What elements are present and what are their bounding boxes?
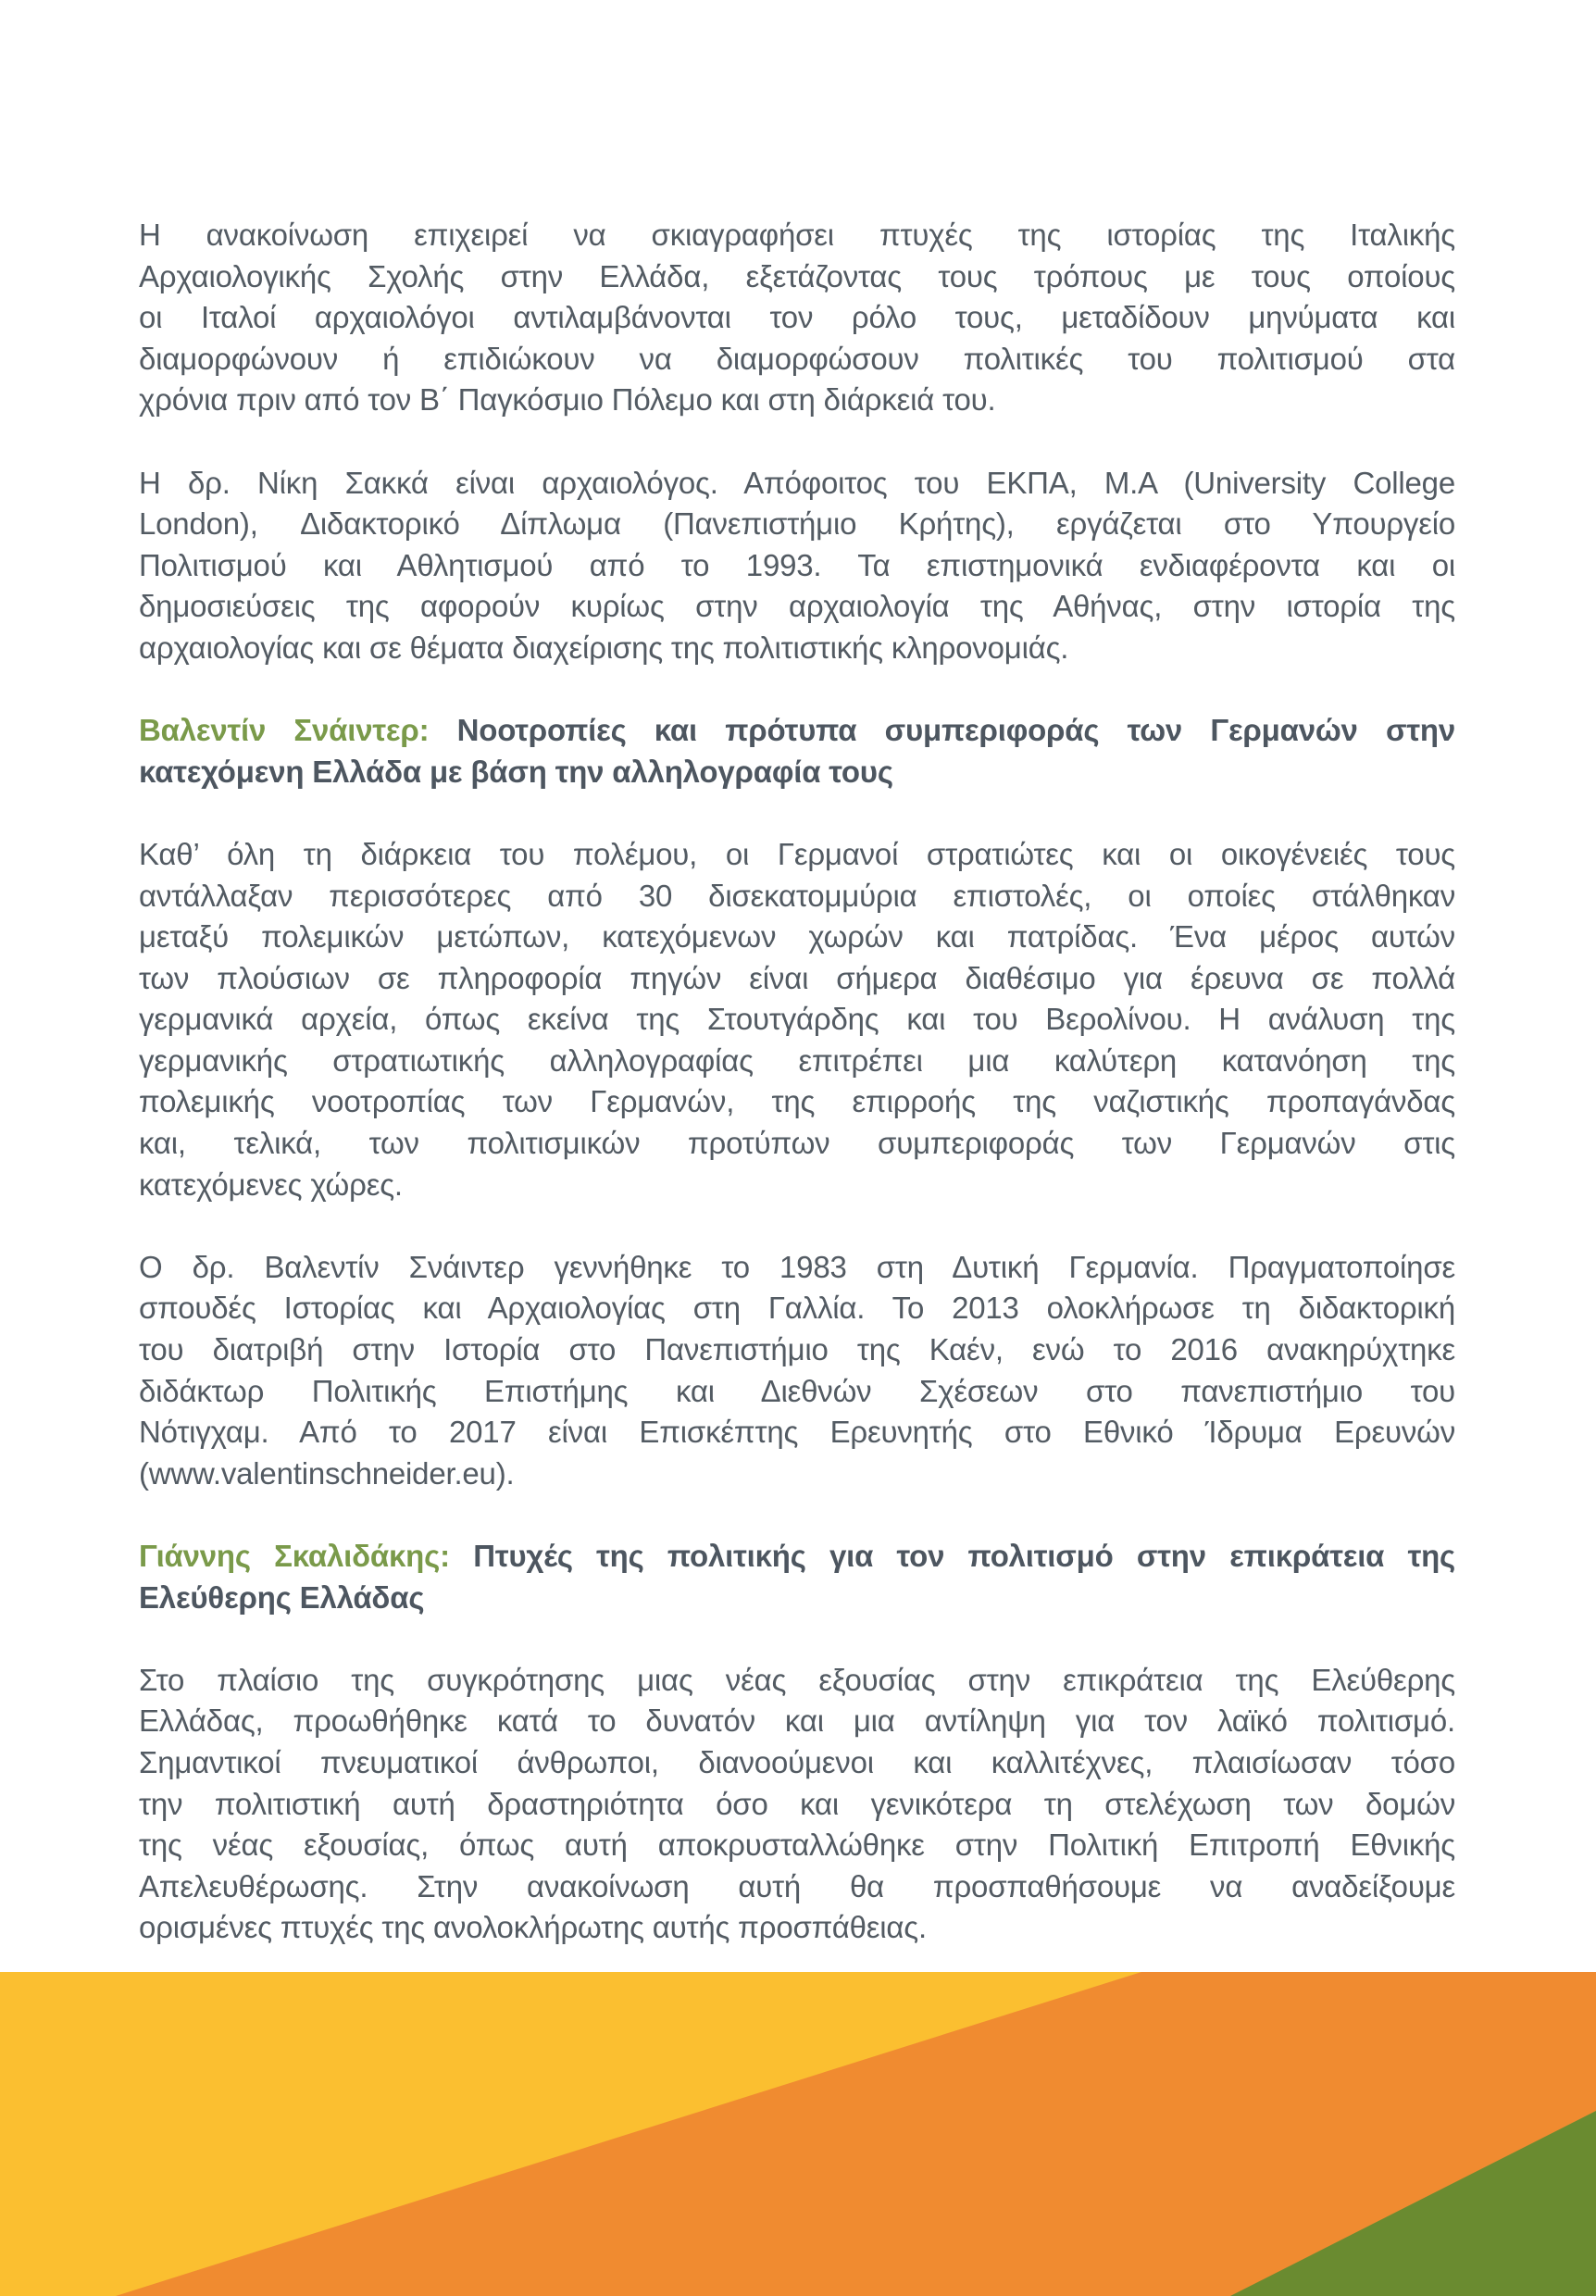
bio-paragraph-sakka <box>139 463 1455 669</box>
text-line: London), Διδακτορικό Δίπλωμα (Πανεπιστήμιο Κρήτης), εργάζεται στο Υπουργείο <box>139 506 1455 542</box>
text-line: την πολιτιστική αυτή δραστηριότητα όσο και γενικότερα τη στελέχωση των δομών <box>139 1786 1455 1821</box>
text-line: οι Ιταλοί αρχαιολόγοι αντιλαμβάνονται τον ρόλο τους, μεταδίδουν μηνύματα και <box>139 300 1455 335</box>
talk-heading-schneider <box>139 710 1455 792</box>
text-line: αρχαιολογίας και σε θέματα διαχείρισης της πολιτιστικής κληρονομιάς. <box>139 630 1069 665</box>
text-line: Η δρ. Νίκη Σακκά είναι αρχαιολόγος. Απόφοιτος του ΕΚΠΑ, Μ.Α (University College <box>139 465 1455 500</box>
text-line: Ο δρ. Βαλεντίν Σνάιντερ γεννήθηκε το 1983 στη Δυτική Γερμανία. Πραγματοποίησε <box>139 1249 1455 1284</box>
website-link-text: (www.valentinschneider.eu). <box>139 1455 515 1491</box>
text-line: δημοσιεύσεις της αφορούν κυρίως στην αρχαιολογία της Αθήνας, στην ιστορία της <box>139 589 1455 624</box>
decorative-color-band <box>0 1972 1596 2296</box>
heading-line <box>139 710 1455 752</box>
text-line: διδάκτωρ Πολιτικής Επιστήμης και Διεθνών Σχέσεων στο πανεπιστήμιο του <box>139 1373 1455 1408</box>
talk-title: Νοοτροπίες και πρότυπα συμπεριφοράς των Γερμανών στην <box>456 713 1455 748</box>
abstract-paragraph-skalidakis <box>139 1660 1455 1949</box>
heading-line <box>139 1536 1455 1578</box>
heading-line: Ελεύθερης Ελλάδας <box>139 1579 425 1615</box>
text-line: Καθ’ όλη τη διάρκεια του πολέμου, οι Γερμανοί στρατιώτες και οι οικογένειές τους <box>139 836 1455 871</box>
diagonal-stripes-graphic <box>0 1972 1596 2296</box>
text-line: Η ανακοίνωση επιχειρεί να σκιαγραφήσει πτυχές της ιστορίας της Ιταλικής <box>139 218 1455 252</box>
text-line: της νέας εξουσίας, όπως αυτή αποκρυσταλλώθηκε στην Πολιτική Επιτροπή Εθνικής <box>139 1828 1455 1863</box>
text-line: Απελευθέρωσης. Στην ανακοίνωση αυτή θα προσπαθήσουμε να αναδείξουμε <box>139 1868 1455 1903</box>
speaker-name: Γιάννης Σκαλιδάκης: <box>139 1539 450 1573</box>
text-line: χρόνια πριν από τον Β΄ Παγκόσμιο Πόλεμο και στη διάρκειά του. <box>139 382 996 418</box>
abstract-paragraph-schneider <box>139 834 1455 1205</box>
bio-paragraph-schneider <box>139 1247 1455 1495</box>
text-line: μεταξύ πολεμικών μετώπων, κατεχόμενων χωρών και πατρίδας. Ένα μέρος αυτών <box>139 919 1455 955</box>
text-line: ορισμένες πτυχές της ανολοκλήρωτης αυτής προσπάθειας. <box>139 1910 927 1945</box>
text-line: σπουδές Ιστορίας και Αρχαιολογίας στη Γαλλία. Το 2013 ολοκλήρωσε τη διδακτορική <box>139 1291 1455 1326</box>
text-line: Σημαντικοί πνευματικοί άνθρωποι, διανοούμενοι και καλλιτέχνες, πλαισίωσαν τόσο <box>139 1744 1455 1779</box>
text-column <box>139 215 1455 1990</box>
text-line: και, τελικά, των πολιτισμικών προτύπων συμπεριφοράς των Γερμανών στις <box>139 1126 1455 1161</box>
talk-heading-skalidakis <box>139 1536 1455 1618</box>
text-line: Αρχαιολογικής Σχολής στην Ελλάδα, εξετάζοντας τους τρόπους με τους οποίους <box>139 258 1455 293</box>
text-line: Ελλάδας, προωθήθηκε κατά το δυνατόν και μια αντίληψη για τον λαϊκό πολιτισμό. <box>139 1703 1455 1739</box>
text-line: διαμορφώνουν ή επιδιώκουν να διαμορφώσουν πολιτικές του πολιτισμού στα <box>139 341 1455 376</box>
text-line: των πλούσιων σε πληροφορία πηγών είναι σήμερα διαθέσιμο για έρευνα σε πολλά <box>139 960 1455 995</box>
text-line: γερμανικής στρατιωτικής αλληλογραφίας επιτρέπει μια καλύτερη κατανόηση της <box>139 1042 1455 1078</box>
text-line: Νότιγχαμ. Από το 2017 είναι Επισκέπτης Ερευνητής στο Εθνικό Ίδρυμα Ερευνών <box>139 1415 1455 1450</box>
heading-line: κατεχόμενη Ελλάδα με βάση την αλληλογραφία τους <box>139 754 893 789</box>
text-line: Στο πλαίσιο της συγκρότησης μιας νέας εξουσίας στην επικράτεια της Ελεύθερης <box>139 1662 1455 1697</box>
text-line: γερμανικά αρχεία, όπως εκείνα της Στουτγάρδης και του Βερολίνου. Η ανάλυση της <box>139 1002 1455 1037</box>
text-line: Πολιτισμού και Αθλητισμού από το 1993. Τα επιστημονικά ενδιαφέροντα και οι <box>139 547 1455 582</box>
abstract-paragraph-sakka <box>139 215 1455 421</box>
text-line: αντάλλαξαν περισσότερες από 30 δισεκατομμύρια επιστολές, οι οποίες στάλθηκαν <box>139 878 1455 913</box>
text-line: πολεμικής νοοτροπίας των Γερμανών, της επιρροής της ναζιστικής προπαγάνδας <box>139 1084 1455 1119</box>
talk-title: Πτυχές της πολιτικής για τον πολιτισμό στην επικράτεια της <box>473 1539 1456 1573</box>
text-line: κατεχόμενες χώρες. <box>139 1167 403 1202</box>
speaker-name: Βαλεντίν Σνάιντερ: <box>139 713 430 748</box>
text-line: του διατριβή στην Ιστορία στο Πανεπιστήμιο της Καέν, ενώ το 2016 ανακηρύχτηκε <box>139 1332 1455 1367</box>
